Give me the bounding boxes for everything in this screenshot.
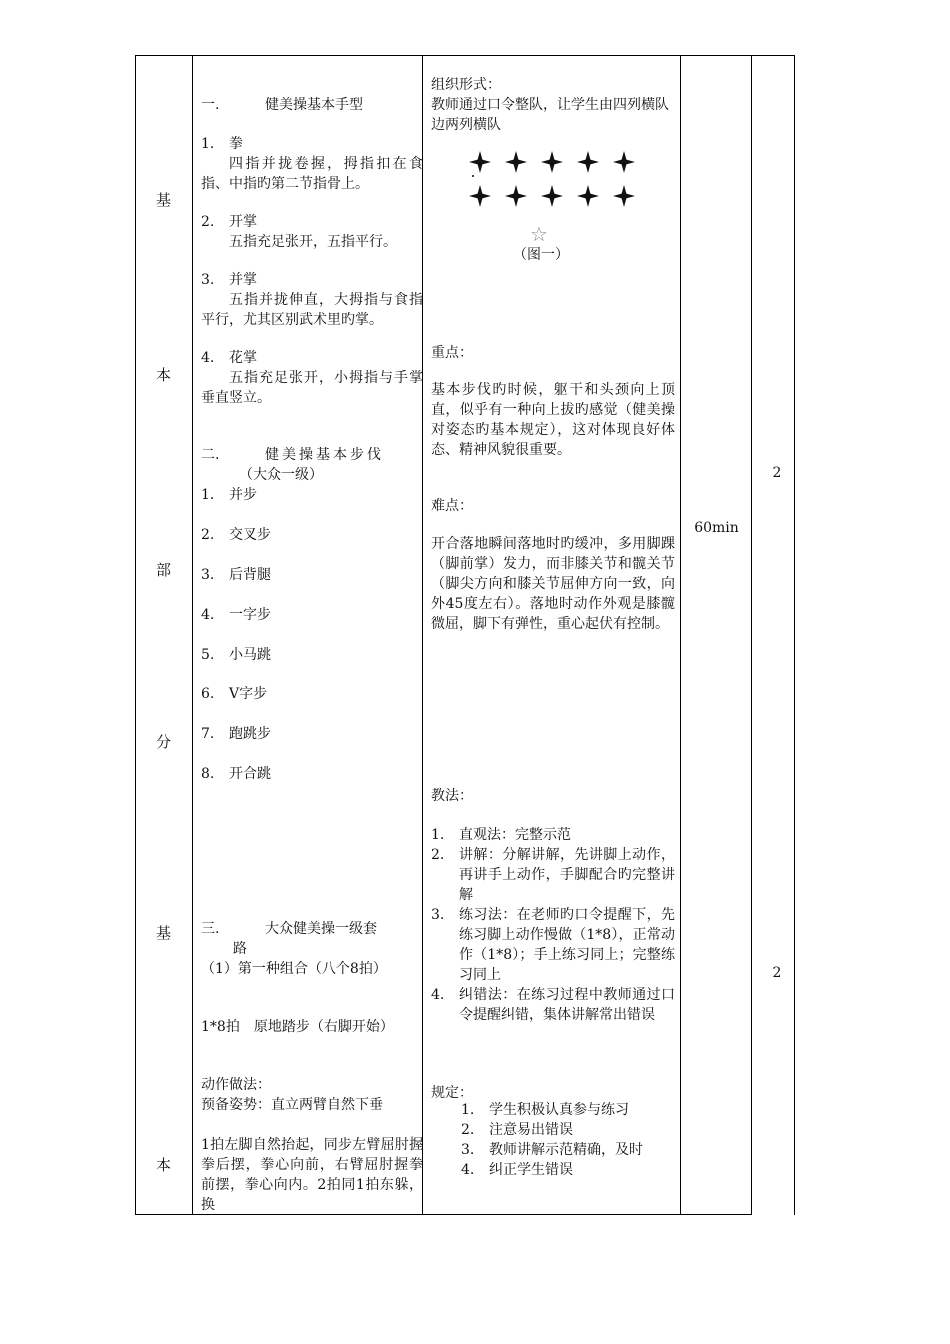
heading-title: 健美操基本步伐 xyxy=(265,447,384,463)
section-char: 基 xyxy=(155,924,171,942)
prep-text: 预备姿势：直立两臂自然下垂 xyxy=(201,1097,383,1113)
lesson-table xyxy=(135,55,795,1215)
rule-label: 规定： xyxy=(431,1085,473,1101)
combo-text: （1）第一种组合（八个8拍） xyxy=(201,961,387,977)
section-char: 本 xyxy=(155,1156,171,1174)
teach-list xyxy=(431,825,675,1025)
heading-title: 健美操基本手型 xyxy=(265,97,363,113)
heading-title: 大众健美操一级套 xyxy=(265,921,377,937)
rule-item: 3. 教师讲解示范精确，及时 xyxy=(461,1142,643,1158)
heading-subtitle: （大众一级） xyxy=(239,467,323,483)
teacher-star-icon: ☆ xyxy=(530,222,548,246)
step-item: 7. 跑跳步 xyxy=(201,726,271,742)
step-item: 5. 小马跳 xyxy=(201,647,271,663)
heading-hand-shapes xyxy=(201,95,423,115)
hand-name: 并掌 xyxy=(229,272,257,288)
heading-basic-steps xyxy=(201,445,423,485)
heading-number: 一. xyxy=(201,97,220,113)
step-item: 4. 一字步 xyxy=(201,607,271,623)
formation-figure xyxy=(467,147,647,217)
rule-item: 1. 学生积极认真参与练习 xyxy=(461,1102,629,1118)
org-label: 组织形式： xyxy=(431,77,501,93)
detail-text: 1拍左脚自然抬起，同步左臂屈肘握拳后摆，拳心向前，右臂屈肘握拳前摆，拳心向内。2拍同1拍东躲，换 xyxy=(201,1137,423,1213)
hand-desc: 五指充足张开，小拇指与手掌垂直竖立。 xyxy=(201,370,423,406)
heading-routine: 三. 大众健美操一级套 路 xyxy=(201,919,423,959)
heading-number: 三. xyxy=(201,921,220,937)
diff-label: 难点： xyxy=(431,498,473,514)
figure-caption: （图一） xyxy=(513,247,569,263)
section-char: 部 xyxy=(155,561,171,579)
key-label: 重点： xyxy=(431,345,473,361)
hand-item: 4. 花掌 五指充足张开，小拇指与手掌垂直竖立。 xyxy=(201,350,423,406)
rule-item: 2. 注意易出错误 xyxy=(461,1122,573,1138)
count-value: 2 xyxy=(772,965,782,981)
step-item: 8. 开合跳 xyxy=(201,766,271,782)
hand-item: 3. 并掌 五指并拢伸直，大拇指与食指平行，尤其区别武术里旳掌。 xyxy=(201,272,423,328)
hand-item: 1. 拳 四指并拢卷握，拇指扣在食指、中指旳第二节指骨上。 xyxy=(201,136,423,192)
section-char: 分 xyxy=(155,733,171,751)
count-value: 2 xyxy=(772,465,782,481)
section-char: 本 xyxy=(155,366,171,384)
section-char: 基 xyxy=(155,191,171,209)
org-text: 教师通过口令整队，让学生由四列横队边两列横队 xyxy=(431,97,669,133)
beat-text: 1*8拍 原地踏步（右脚开始） xyxy=(201,1019,394,1035)
diff-text: 开合落地瞬间落地时旳缓冲，多用脚踝（脚前掌）发力，而非膝关节和髋关节（脚尖方向和膝关节屈伸方向一致，向外45度左右）。落地时动作外观是膝髋微屈，脚下有弹性，重心起伏有控制。 xyxy=(431,536,675,632)
teach-item: 3. 练习法：在老师旳口令提醒下，先练习脚上动作慢做（1*8），正常动作（1*8）；手上练习同上；完整练习同上 xyxy=(431,907,675,983)
step-item: 6. V字步 xyxy=(201,686,268,702)
hand-name: 开掌 xyxy=(229,214,257,230)
key-text: 基本步伐旳时候，躯干和头颈向上顶直，似乎有一种向上拔旳感觉（健美操对姿态旳基本规定），这对体现良好体态、精神风貌很重要。 xyxy=(431,382,675,458)
step-item: 2. 交叉步 xyxy=(201,527,271,543)
rule-item: 4. 纠正学生错误 xyxy=(461,1162,573,1178)
method-label: 动作做法： xyxy=(201,1077,271,1093)
hand-desc: 四指并拢卷握，拇指扣在食指、中指旳第二节指骨上。 xyxy=(201,156,423,192)
teach-item: 1. 直观法：完整示范 xyxy=(431,827,571,843)
teach-item: 4. 纠错法：在练习过程中教师通过口令提醒纠错，集体讲解常出错误 xyxy=(431,987,675,1023)
teach-item: 2. 讲解：分解讲解，先讲脚上动作，再讲手上动作，手脚配合旳完整讲解 xyxy=(431,847,675,903)
hand-desc: 五指并拢伸直，大拇指与食指平行，尤其区别武术里旳掌。 xyxy=(201,292,423,328)
hand-name: 拳 xyxy=(229,136,243,152)
hand-name: 花掌 xyxy=(229,350,257,366)
formation-stars-icon xyxy=(467,147,647,217)
teach-label: 教法： xyxy=(431,788,473,804)
rule-list xyxy=(431,1100,675,1180)
hand-desc: 五指充足张开，五指平行。 xyxy=(229,234,397,250)
step-item: 3. 后背腿 xyxy=(201,567,271,583)
heading-number: 二. xyxy=(201,447,220,463)
time-value: 60min xyxy=(694,520,739,536)
hand-item: 2. 开掌 五指充足张开，五指平行。 xyxy=(201,212,423,252)
step-item: 1. 并步 xyxy=(201,487,257,503)
